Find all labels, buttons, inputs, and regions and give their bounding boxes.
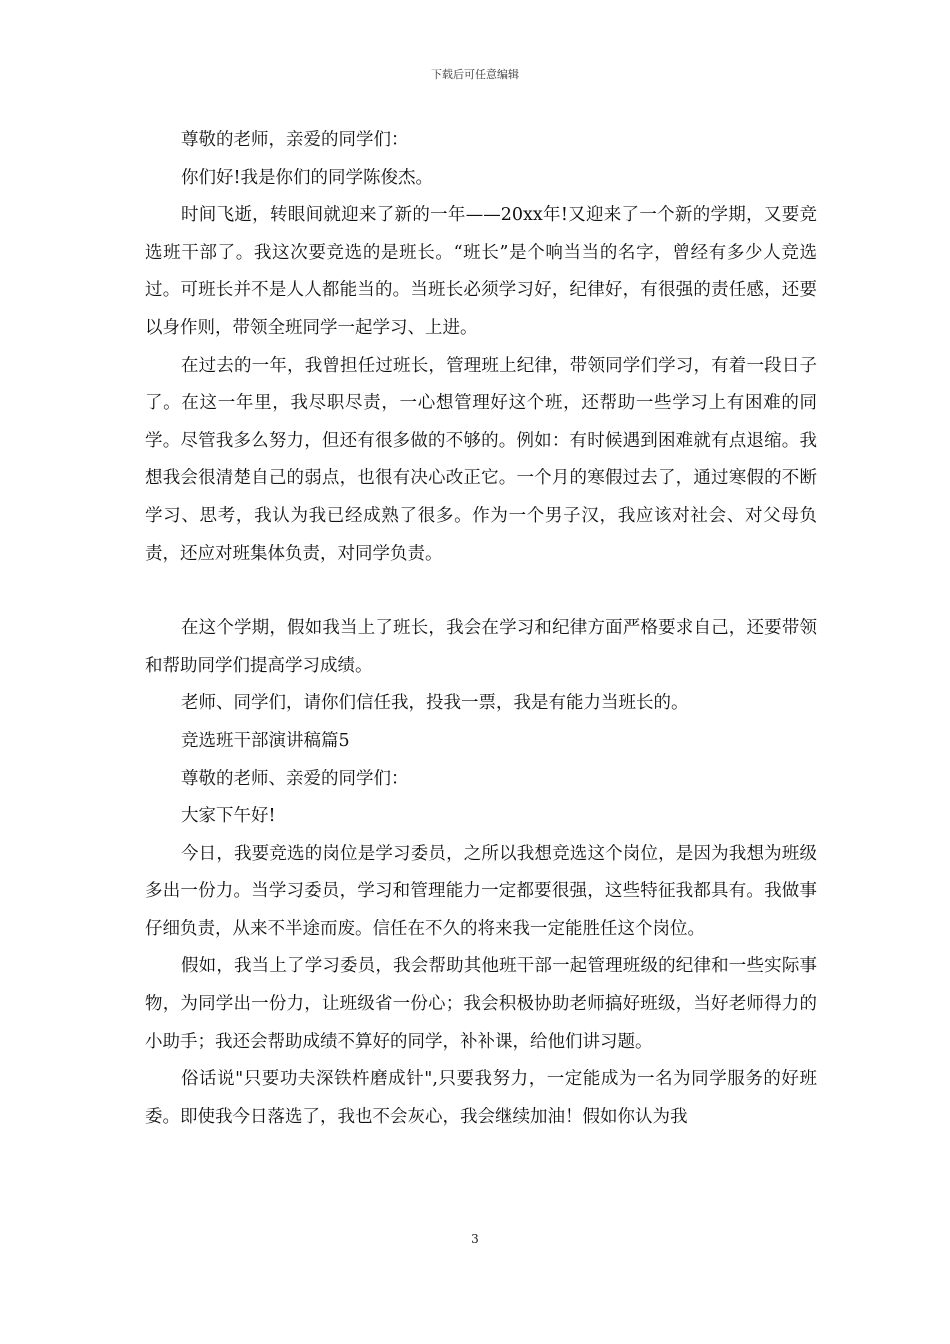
page-header: 下载后可任意编辑 bbox=[431, 68, 519, 81]
greeting-afternoon: 大家下午好! bbox=[181, 806, 276, 827]
greeting-1: 尊敬的老师，亲爱的同学们： bbox=[181, 130, 409, 150]
greeting-2: 尊敬的老师、亲爱的同学们： bbox=[181, 768, 409, 789]
page-number: 3 bbox=[471, 1232, 479, 1246]
paragraph-past-year: 在过去的一年，我曾担任过班长，管理班上纪律，带领同学们学习，有着一段日子了。在这一年里，我尽职尽责，一心想管理好这个班，还帮助一些学习上有困难的同学。尽管我多么努力，但还有很多做的不够的。例如：有时候遇到困难就有点退缩。我想我会很清楚自己的弱点，也很有决心改正它。一个月的寒假过去了，通过寒假的不断学习、思考，我认为我已经成熟了很多。作为一个男子汉，我应该对社会、对父母负责，还应对班集体负责，对同学负责。 bbox=[145, 355, 817, 564]
document-body bbox=[145, 122, 817, 1136]
paragraph-study-committee: 今日，我要竞选的岗位是学习委员，之所以我想竞选这个岗位，是因为我想为班级多出一份力。当学习委员，学习和管理能力一定都要很强，这些特征我都具有。我做事仔细负责，从来不半途而废。信任在不久的将来我一定能胜任这个岗位。 bbox=[145, 843, 817, 939]
paragraph-proverb: 俗话说"只要功夫深铁杵磨成针",只要我努力，一定能成为一名为同学服务的好班委。即使我今日落选了，我也不会灰心，我会继续加油！假如你认为我 bbox=[145, 1069, 817, 1127]
paragraph-this-term: 在这个学期，假如我当上了班长，我会在学习和纪律方面严格要求自己，还要带领和帮助同学们提高学习成绩。 bbox=[145, 618, 817, 676]
paragraph-vote-request: 老师、同学们，请你们信任我，投我一票，我是有能力当班长的。 bbox=[181, 693, 689, 714]
paragraph-time-flies: 时间飞逝，转眼间就迎来了新的一年——20xx年!又迎来了一个新的学期，又要竞选班干部了。我这次要竞选的是班长。“班长”是个响当当的名字，曾经有多少人竞选过。可班长并不是人人都能当的。当班长必须学习好，纪律好，有很强的责任感，还要以身作则，带领全班同学一起学习、上进。 bbox=[145, 205, 817, 338]
intro-line: 你们好!我是你们的同学陈俊杰。 bbox=[181, 167, 434, 188]
section-heading: 竞选班干部演讲稿篇5 bbox=[181, 730, 350, 751]
paragraph-if-elected: 假如，我当上了学习委员，我会帮助其他班干部一起管理班级的纪律和一些实际事物，为同学出一份力，让班级省一份心；我会积极协助老师搞好班级，当好老师得力的小助手；我还会帮助成绩不算好的同学，补补课，给他们讲习题。 bbox=[145, 956, 817, 1052]
